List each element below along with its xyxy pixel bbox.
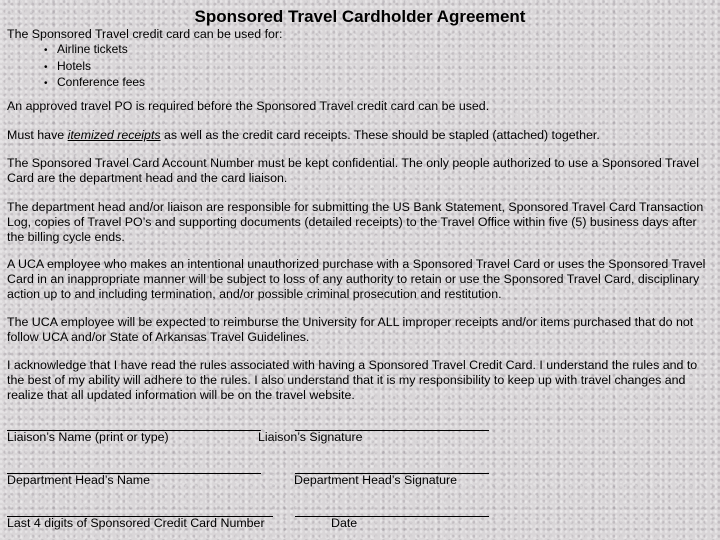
liaison-name-label: Liaison’s Name (print or type) (7, 430, 169, 444)
liaison-signature-label: Liaison’s Signature (258, 430, 363, 444)
confidential-paragraph: The Sponsored Travel Card Account Number must be kept confidential. The only people authorized to use a Sponsored Travel Card are the department head and the card liaison. (7, 156, 699, 185)
receipts-text-start: Must have (7, 128, 68, 142)
uses-list (44, 42, 145, 92)
dept-head-signature-label: Department Head’s Signature (294, 473, 458, 487)
date-label: Date (331, 516, 358, 530)
list-item: • Hotels (44, 59, 145, 76)
intro-text: The Sponsored Travel credit card can be used for: (7, 27, 283, 41)
page-title: Sponsored Travel Cardholder Agreement (194, 7, 526, 26)
card-digits-label: Last 4 digits of Sponsored Credit Card Number (7, 516, 265, 530)
responsibility-paragraph: The department head and/or liaison are responsible for submitting the US Bank Statement, Sponsored Travel Card Transaction Log, copies of Travel PO’s and supporting documents (detailed receipts) to the Travel Office within five (5) business days after the billing cycle ends. (7, 200, 704, 244)
receipts-paragraph (7, 128, 715, 143)
receipts-emphasis: itemized receipts (67, 128, 161, 142)
receipts-text-end: as well as the credit card receipts. These should be stapled (attached) together. (160, 128, 600, 142)
list-item: • Airline tickets (44, 42, 145, 59)
reimburse-paragraph: The UCA employee will be expected to reimburse the University for ALL improper receipts and/or items purchased that do not follow UCA and/or State of Arkansas Travel Guidelines. (7, 315, 694, 344)
po-paragraph: An approved travel PO is required before the Sponsored Travel credit card can be used. (7, 99, 490, 113)
dept-head-name-label: Department Head’s Name (7, 473, 151, 487)
unauthorized-paragraph: A UCA employee who makes an intentional unauthorized purchase with a Sponsored Travel Card or uses the Sponsored Travel Card in an inappropriate manner will be subject to loss of any authority to retain or use the Sponsored Travel Card, disciplinary action up to and including termination, and/or possible criminal prosecution and restitution. (7, 257, 706, 301)
acknowledge-paragraph: I acknowledge that I have read the rules associated with having a Sponsored Travel Credit Card. I understand the rules and to the best of my ability will adhere to the rules. I also understand that it is my responsibility to keep up with travel changes and realize that all updated information will be on the travel website. (7, 358, 698, 402)
list-item: • Conference fees (44, 75, 145, 92)
date-line[interactable] (295, 516, 489, 517)
